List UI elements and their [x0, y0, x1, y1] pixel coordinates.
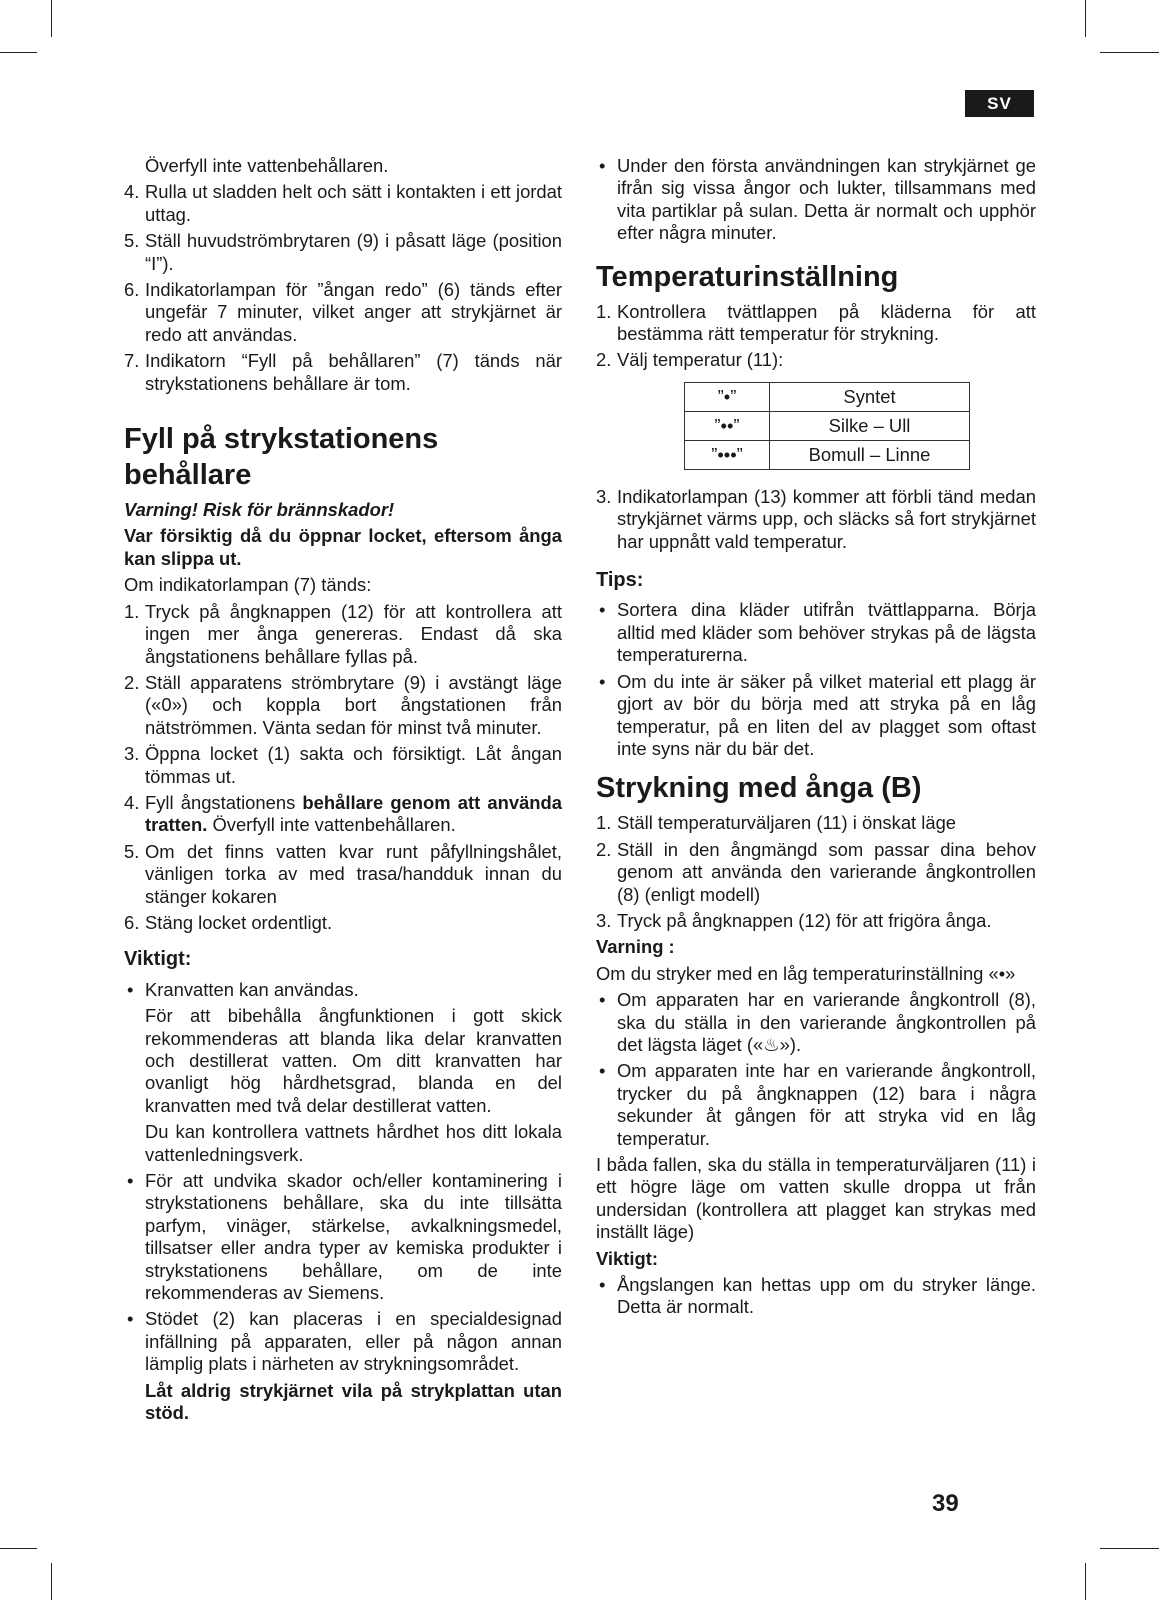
left-column [124, 155, 562, 1429]
bullet-item: • Om apparaten har en varierande ångkontroll (8), ska du ställa in den varierande ångkontrollen på det lägsta läget («♨»). [599, 989, 1036, 1055]
table-row [685, 440, 970, 469]
crop-mark [1085, 0, 1086, 37]
list-item: 5. Om det finns vatten kvar runt påfyllningshålet, vänligen torka av med trasa/handduk innan du stänger kokaren [124, 840, 562, 907]
crop-mark [1100, 52, 1159, 53]
crop-mark [1100, 1548, 1159, 1549]
list-item: 6. Stäng locket ordentligt. [124, 911, 333, 933]
list-item: 6. Indikatorlampan för ”ångan redo” (6) tänds efter ungefär 7 minuter, vilket anger att strykjärnet är redo att användas. [124, 279, 562, 345]
bullet-item: • För att undvika skador och/eller kontaminering i strykstationens behållare, ska du inte tillsätta parfym, vinäger, stärkelse, avkalkningsmedel, tillsatser eller andra typer av kemiska produkter i strykstationens behållare, om de inte rekommenderas av Siemens. [127, 1170, 562, 1304]
heading-fill-tank: Fyll på strykstationens behållare [124, 423, 439, 492]
crop-mark [0, 52, 37, 53]
table-cell: ”•” [685, 382, 770, 411]
paragraph-if-lamp: Om indikatorlampan (7) tänds: [124, 574, 372, 596]
bullet-item: • Ångslangen kan hettas upp om du stryker länge. Detta är normalt. [599, 1274, 1036, 1318]
bullet-item: • Om apparaten inte har en varierande ångkontroll, trycker du på ångknappen (12) bara i några sekunder åt gången för att stryka vid en låg temperatur. [599, 1060, 1036, 1149]
paragraph-low-temp: Om du stryker med en låg temperaturinställning «•» [596, 962, 1016, 984]
paragraph-both-cases: I båda fallen, ska du ställa in temperaturväljaren (11) i ett högre läge om vatten skulle droppa ut från undersidan (kontrollera att plagget kan strykas med inställt läge) [596, 1154, 1036, 1243]
table-cell: ”••” [685, 411, 770, 440]
list-item: 1. Ställ temperaturväljaren (11) i önskat läge [596, 812, 957, 834]
crop-mark [51, 1563, 52, 1600]
right-column [596, 155, 1036, 1323]
table-cell: ”•••” [685, 440, 770, 469]
bullet-item: • Kranvatten kan användas. [127, 978, 359, 1000]
paragraph: Du kan kontrollera vattnets hårdhet hos ditt lokala vattenledningsverk. [145, 1121, 562, 1165]
list-item: 1. Tryck på ångknappen (12) för att kontrollera att ingen mer ånga genereras. Endast då ska ångstationens behållare fyllas på. [124, 600, 562, 667]
heading-important: Viktigt: [124, 948, 192, 971]
list-item: 5. Ställ huvudströmbrytaren (9) i påsatt läge (position “I”). [124, 230, 562, 274]
crop-mark [0, 1548, 37, 1549]
list-item: 2. Ställ apparatens strömbrytare (9) i avstängt läge («0») och koppla bort ångstationen från nätströmmen. Vänta sedan för minst två minuter. [124, 671, 562, 738]
warning-heading: Varning! Risk för brännskador! [124, 499, 395, 521]
language-badge: SV [965, 90, 1034, 117]
page-number: 39 [932, 1490, 959, 1517]
heading-temperature: Temperaturinställning [596, 260, 899, 293]
table-row [685, 411, 970, 440]
list-item: 3. Indikatorlampan (13) kommer att förbli tänd medan strykjärnet värms upp, och släcks så fort strykjärnet har uppnått vald temperatur. [596, 485, 1036, 552]
list-item: 4. Fyll ångstationens behållare genom att använda tratten. Överfyll inte vattenbehållaren. [124, 791, 562, 836]
bullet-item: • Under den första användningen kan strykjärnet ge ifrån sig vissa ångor och lukter, tillsammans med vita partiklar på sulan. Detta är normalt och upphör efter några minuter. [599, 155, 1036, 244]
heading-tips: Tips: [596, 569, 644, 592]
warning-text: Var försiktig då du öppnar locket, eftersom ånga kan slippa ut. [124, 525, 562, 569]
warning-label: Varning : [596, 936, 675, 958]
bullet-item: • Stödet (2) kan placeras i en specialdesignad infällning på apparaten, eller på någon annan lämplig plats i närheten av strykningsområdet. [127, 1308, 562, 1375]
list-item: 4. Rulla ut sladden helt och sätt i kontakten i ett jordat uttag. [124, 181, 562, 225]
list-item: 2. Välj temperatur (11): [596, 349, 784, 371]
table-cell: Silke – Ull [770, 411, 970, 440]
bullet-item: • Om du inte är säker på vilket material ett plagg är gjort av bör du börja med att stryka på en låg temperatur, på en liten del av plagget som oftast inte syns när du bär det. [599, 670, 1036, 759]
paragraph: För att bibehålla ångfunktionen i gott skick rekommenderas att blanda lika delar kranvatten och destillerat vatten. Om ditt kranvatten har ovanligt hög hårdhetsgrad, blanda en del kranvatten med två delar destillerat vatten. [145, 1005, 562, 1116]
table-row [685, 382, 970, 411]
heading-steam-ironing: Strykning med ånga (B) [596, 772, 922, 805]
crop-mark [1085, 1563, 1086, 1600]
list-item: 7. Indikatorn “Fyll på behållaren” (7) tänds när strykstationens behållare är tom. [124, 350, 562, 394]
bullet-item: • Sortera dina kläder utifrån tvättlapparna. Börja alltid med kläder som behöver strykas på de lägsta temperaturerna. [599, 599, 1036, 666]
table-cell: Bomull – Linne [770, 440, 970, 469]
heading-important: Viktigt: [596, 1247, 658, 1269]
paragraph-overfill: Överfyll inte vattenbehållaren. [145, 155, 389, 176]
table-cell: Syntet [770, 382, 970, 411]
temperature-table [684, 382, 970, 470]
list-item: 2. Ställ in den ångmängd som passar dina behov genom att använda den varierande ångkontrollen (8) (enligt modell) [596, 838, 1036, 905]
list-item: 1. Kontrollera tvättlappen på kläderna för att bestämma rätt temperatur för strykning. [596, 300, 1036, 345]
crop-mark [51, 0, 52, 37]
list-item: 3. Öppna locket (1) sakta och försiktigt. Låt ångan tömmas ut. [124, 743, 562, 787]
paragraph-bold-warning: Låt aldrig strykjärnet vila på strykplattan utan stöd. [145, 1379, 562, 1424]
list-item: 3. Tryck på ångknappen (12) för att frigöra ånga. [596, 909, 992, 931]
